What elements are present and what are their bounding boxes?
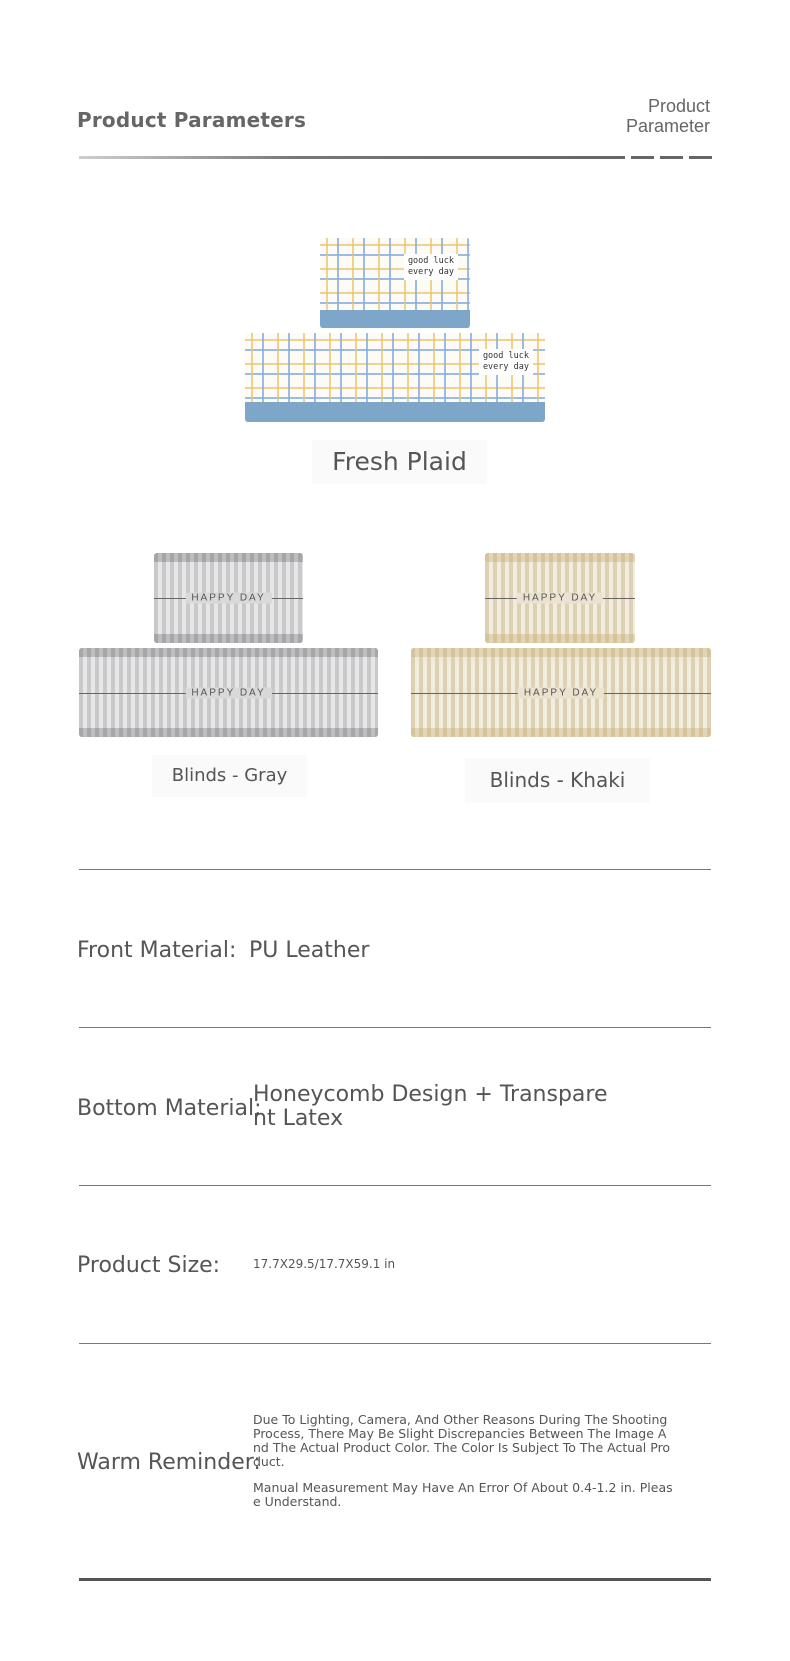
mat-edge	[411, 728, 711, 737]
mat-edge	[154, 634, 303, 643]
page-title: Product Parameters	[77, 108, 307, 132]
blinds-khaki-small-mat	[485, 553, 635, 643]
mat-tag-line2: every day	[407, 267, 454, 277]
bottom-material-value-line1: Honeycomb Design + Transpare	[253, 1082, 608, 1107]
mat-tag	[479, 349, 533, 375]
bottom-material-value	[253, 1083, 608, 1131]
header-dash	[660, 156, 683, 159]
mat-edge	[79, 728, 378, 737]
mat-print-text: HAPPY DAY	[517, 593, 603, 604]
mat-print-text: HAPPY DAY	[185, 687, 271, 698]
fresh-plaid-large-mat	[245, 333, 545, 422]
footer-rule	[79, 1578, 711, 1581]
fresh-plaid-small-mat	[320, 238, 470, 328]
front-material-value: PU Leather	[249, 938, 370, 963]
blinds-khaki-caption: Blinds - Khaki	[465, 758, 650, 803]
mat-edge	[485, 634, 635, 643]
blinds-gray-caption: Blinds - Gray	[152, 755, 307, 797]
mat-tag	[404, 254, 458, 280]
separator	[79, 869, 711, 870]
bottom-material-value-line2: nt Latex	[253, 1106, 344, 1131]
warm-reminder-note-measurement: Manual Measurement May Have An Error Of About 0.4-1.2 in. Please Understand.	[253, 1480, 673, 1509]
header-label-line1: Product	[647, 96, 710, 116]
warm-reminder-label: Warm Reminder:	[77, 1450, 261, 1475]
mat-edge	[485, 553, 635, 562]
separator	[79, 1343, 711, 1344]
warm-reminder-note-lighting: Due To Lighting, Camera, And Other Reasons During The Shooting Process, There May Be Slight Discrepancies Between The Image And The Actual Product Color. The Color Is Subject To The Actual Product.	[253, 1412, 671, 1469]
fresh-plaid-caption: Fresh Plaid	[312, 440, 487, 484]
blinds-gray-large-mat	[79, 648, 378, 737]
header-dash	[631, 156, 654, 159]
mat-band	[320, 310, 470, 328]
mat-edge	[79, 648, 378, 657]
separator	[79, 1185, 711, 1186]
mat-tag-line2: every day	[482, 362, 529, 372]
front-material-label: Front Material:	[77, 938, 237, 963]
mat-band	[245, 402, 545, 422]
bottom-material-label: Bottom Material:	[77, 1096, 262, 1121]
mat-tag-line1: good luck	[407, 256, 454, 266]
mat-print-text: HAPPY DAY	[185, 593, 271, 604]
mat-edge	[154, 553, 303, 562]
header-rule	[79, 156, 625, 159]
product-size-label: Product Size:	[77, 1253, 221, 1278]
mat-print-text: HAPPY DAY	[518, 687, 604, 698]
separator	[79, 1027, 711, 1028]
blinds-gray-small-mat	[154, 553, 303, 643]
product-size-value: 17.7X29.5/17.7X59.1 in	[253, 1257, 396, 1271]
header-dash	[689, 156, 712, 159]
mat-edge	[411, 648, 711, 657]
header-label	[626, 96, 710, 136]
header-label-line2: Parameter	[625, 116, 710, 136]
blinds-khaki-large-mat	[411, 648, 711, 737]
mat-tag-line1: good luck	[482, 351, 529, 361]
